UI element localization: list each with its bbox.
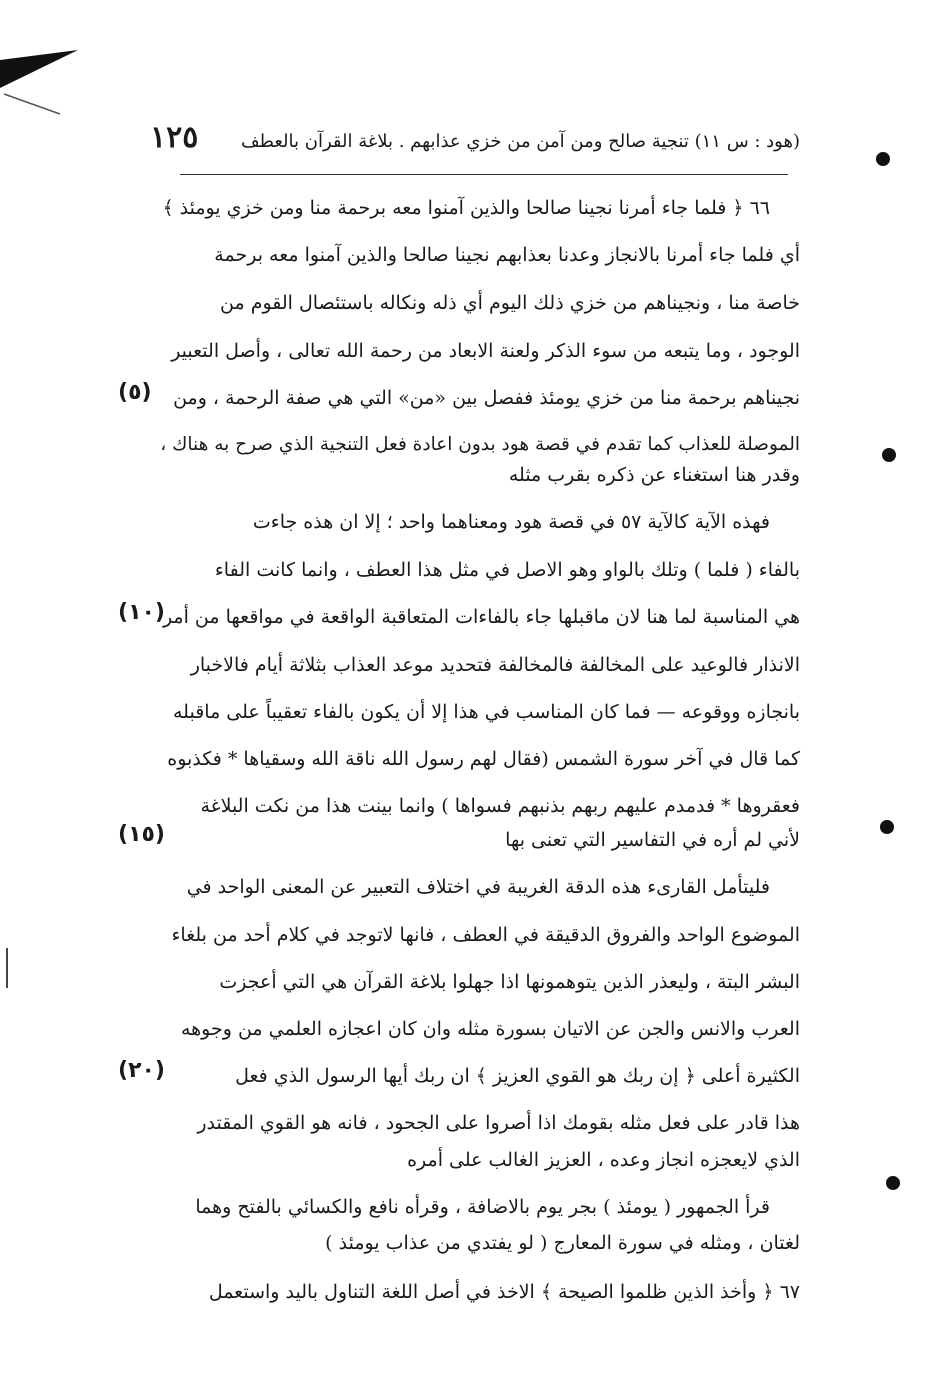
text-line: كما قال في آخر سورة الشمس (فقال لهم رسول الله ناقة الله وسقياها * فكذبوه — [167, 748, 800, 770]
corner-wedge-mark — [0, 50, 80, 120]
text-line: البشر البتة ، وليعذر الذين يتوهمونها اذا جهلوا بلاغة القرآن هي التي أعجزت — [219, 971, 800, 993]
header-rule — [180, 174, 788, 175]
line-number-marker: (٢٠) — [118, 1058, 165, 1083]
text-line: الكثيرة أعلى ﴿ إن ربك هو القوي العزيز ﴾ ان ربك أيها الرسول الذي فعل — [235, 1065, 800, 1087]
text-line: بالفاء ( فلما ) وتلك بالواو وهو الاصل في مثل هذا العطف ، وانما كانت الفاء — [214, 559, 800, 581]
running-title: (هود : س ١١) تنجية صالح ومن آمن من خزي عذابهم . بلاغة القرآن بالعطف — [240, 131, 800, 152]
text-line: الانذار فالوعيد على المخالفة فالمخالفة فتحديد موعد العذاب بثلاثة أيام فالاخبار — [190, 654, 800, 676]
text-line: فعقروها * فدمدم عليهم ربهم بذنبهم فسواها ) وانما بينت هذا من نكت البلاغة — [200, 795, 800, 817]
punch-hole-dot — [880, 820, 894, 834]
text-line: لغتان ، ومثله في سورة المعارج ( لو يفتدي من عذاب يومئذ ) — [325, 1232, 800, 1254]
text-line: فليتأمل القارىء هذه الدقة الغريبة في اختلاف التعبير عن المعنى الواحد في — [186, 876, 770, 898]
punch-hole-dot — [882, 448, 896, 462]
text-line: وقدر هنا استغناء عن ذكره بقرب مثله — [508, 464, 800, 486]
text-line: هي المناسبة لما هنا لان ماقبلها جاء بالفاءات المتعاقبة الواقعة في مواقعها من أمر — [162, 606, 800, 628]
page-header — [150, 118, 800, 158]
text-line: نجيناهم برحمة منا من خزي يومئذ ففصل بين «من» التي هي صفة الرحمة ، ومن — [173, 387, 800, 409]
text-line: الذي لايعجزه انجاز وعده ، العزيز الغالب على أمره — [407, 1149, 800, 1171]
text-line: خاصة منا ، ونجيناهم من خزي ذلك اليوم أي ذله ونكاله باستئصال القوم من — [220, 292, 800, 314]
punch-hole-dot — [876, 152, 890, 166]
text-line: بانجازه ووقوعه — فما كان المناسب في هذا إلا أن يكون بالفاء تعقيباً على ماقبله — [173, 701, 800, 723]
text-line: هذا قادر على فعل مثله بقومك اذا أصروا على الجحود ، فانه هو القوي المقتدر — [197, 1112, 800, 1134]
text-line: الوجود ، وما يتبعه من سوء الذكر ولعنة الابعاد من رحمة الله تعالى ، وأصل التعبير — [171, 340, 800, 362]
text-line: قرأ الجمهور ( يومئذ ) بجر يوم بالاضافة ، وقرأه نافع والكسائي بالفتح وهما — [195, 1196, 770, 1218]
text-line: أي فلما جاء أمرنا بالانجاز وعدنا بعذابهم نجينا صالحا والذين آمنوا معه برحمة — [214, 244, 800, 266]
line-number-marker: (٥) — [118, 380, 152, 405]
page-number: ١٢٥ — [150, 120, 199, 155]
punch-hole-dot — [886, 1176, 900, 1190]
text-line: الموضوع الواحد والفروق الدقيقة في العطف ، فانها لاتوجد في كلام أحد من بلغاء — [171, 924, 800, 946]
line-number-marker: (١٠) — [118, 600, 165, 625]
text-line: ٦٧ ﴿ وأخذ الذين ظلموا الصيحة ﴾ الاخذ في أصل اللغة التناول باليد واستعمل — [208, 1281, 800, 1303]
text-line: لأني لم أره في التفاسير التي تعنى بها — [505, 829, 800, 851]
text-line: ٦٦ ﴿ فلما جاء أمرنا نجينا صالحا والذين آمنوا معه برحمة منا ومن خزي يومئذ ﴾ — [162, 197, 770, 219]
text-line: الموصلة للعذاب كما تقدم في قصة هود بدون اعادة فعل التنجية الذي صرح به هناك ، — [160, 434, 800, 455]
text-line: فهذه الآية كالآية ٥٧ في قصة هود ومعناهما واحد ؛ إلا ان هذه جاءت — [252, 511, 770, 533]
line-number-marker: (١٥) — [118, 822, 165, 847]
scan-artifact-bar — [6, 948, 8, 988]
book-page — [150, 118, 800, 1303]
text-line: العرب والانس والجن عن الاتيان بسورة مثله وان كان اعجازه العلمي من وجوهه — [180, 1018, 800, 1040]
